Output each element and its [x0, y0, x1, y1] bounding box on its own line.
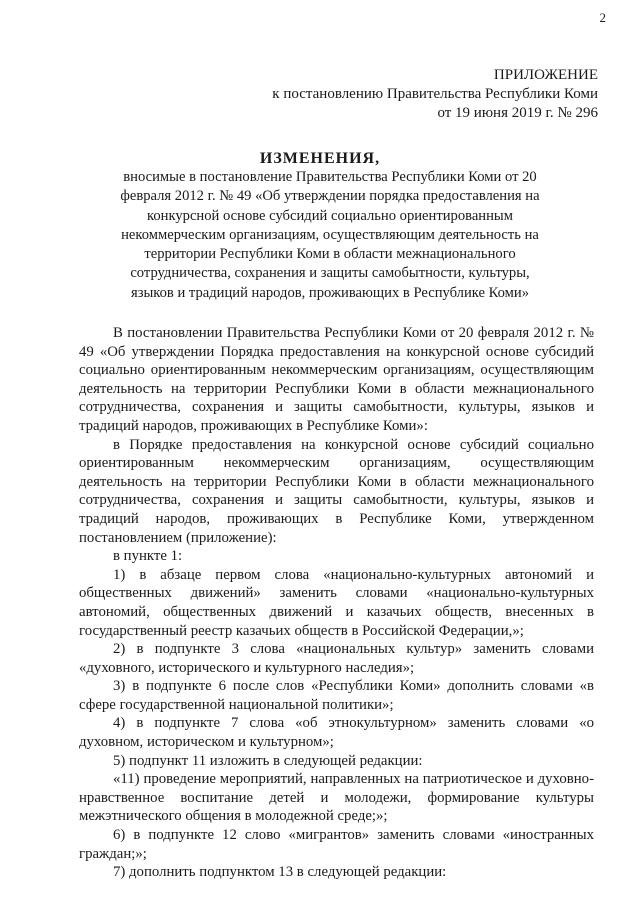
paragraph: в пункте 1: [113, 548, 183, 565]
paragraph: 6) в подпункте 12 слово «мигрантов» заменить словами «иностранных граждан;»; [79, 827, 594, 862]
paragraph: В постановлении Правительства Республики Коми от 20 февраля 2012 г. № 49 «Об утверждении Порядка предоставления на конкурсной основе субсидий социально ориентированным некоммерческим организациям, осуществляющим деятельность на территории Республики Коми в области межнационального сотрудничества, сохранения и защиты самобытности, культуры, языков и традиций народов, проживающих в Республике Коми»: [79, 325, 594, 434]
paragraph: «11) проведение мероприятий, направленных на патриотическое и духовно-нравственное воспитание детей и молодежи, формирование культуры межэтнического общения в молодежной среде;»; [79, 771, 594, 825]
document-title: ИЗМЕНЕНИЯ, [259, 150, 381, 167]
paragraph: 5) подпункт 11 изложить в следующей редакции: [113, 752, 423, 769]
appendix-date: от 19 июня 2019 г. № 296 [437, 105, 598, 121]
paragraph: в Порядке предоставления на конкурсной основе субсидий социально ориентированным некоммерческим организациям, осуществляющим деятельность на территории Республики Коми в области межнационального сотрудничества, сохранения и защиты самобытности, культуры, языков и традиций народов, проживающих в Республике Коми, утвержденном постановлением (приложение): [79, 436, 594, 546]
appendix-title: ПРИЛОЖЕНИЕ [493, 67, 598, 83]
paragraph: 4) в подпункте 7 слова «об этнокультурном» заменить словами «о духовном, историческом и культурном»; [79, 715, 594, 751]
paragraph: 7) дополнить подпунктом 13 в следующей редакции: [113, 864, 447, 881]
page-number: 2 [599, 10, 606, 25]
appendix-resolution: к постановлению Правительства Республики Коми [272, 86, 598, 102]
paragraph: 2) в подпункте 3 слова «национальных культур» заменить словами «духовного, исторического и культурного наследия»; [79, 641, 594, 676]
paragraph: 3) в подпункте 6 после слов «Республики Коми» дополнить словами «в сфере государственной национальной политики»; [79, 678, 594, 713]
document-subtitle: вносимые в постановление Правительства Республики Коми от 20 февраля 2012 г. № 49 «Об утверждении порядка предоставления на конкурсной основе субсидий социально ориентированным некоммерческим организациям, осуществляющим деятельность на территории Республики Коми в области межнационального сотрудничества, сохранения и защиты самобытности, культуры, языков и традиций народов, проживающих в Республике Коми» [120, 169, 540, 301]
document-body [79, 324, 594, 882]
appendix-header [272, 66, 598, 123]
paragraph: 1) в абзаце первом слова «национально-культурных автономий и общественных движений» заменить словами «национально-культурных автономий, общественных движений и казачьих обществ, внесенных в государственный реестр казачьих обществ в Российской Федерации,»; [79, 566, 594, 639]
